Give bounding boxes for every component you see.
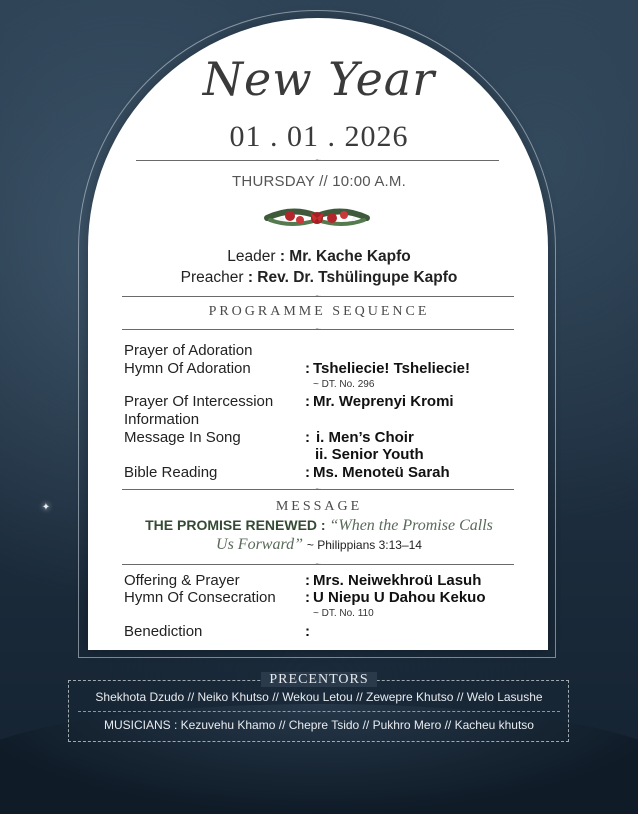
script-title: New Year (202, 52, 436, 106)
closing-item-value: Mrs. Neiwekhroü Lasuh (313, 572, 482, 589)
programme-item-label: Information (124, 411, 200, 428)
christmas-garland-icon (262, 198, 372, 238)
message-title: MESSAGE (275, 499, 363, 514)
precentors-title (0, 672, 638, 688)
programme-item-value: i. Men’s Choir (316, 429, 414, 446)
programme-item-colon: : (305, 393, 310, 410)
message-heading: THE PROMISE RENEWED : (145, 517, 326, 533)
message-line-1 (0, 517, 638, 535)
leader-line (0, 248, 638, 266)
programme-item-label: Hymn Of Adoration (124, 360, 251, 377)
programme-item-colon: : (305, 360, 310, 377)
tilde-ornament: ~ (315, 291, 321, 301)
closing-item-label: Benediction (124, 623, 203, 640)
message-quote-2: Us Forward” (216, 536, 303, 553)
event-date: 01 . 01 . 2026 (229, 120, 409, 153)
precentors-title-text: PRECENTORS (261, 672, 376, 687)
closing-item-colon: : (305, 623, 310, 640)
closing-item-colon: : (305, 572, 310, 589)
programme-item-value: Ms. Menoteü Sarah (313, 464, 450, 481)
star-icon: ✦ (41, 502, 51, 513)
message-line-2 (0, 536, 638, 554)
programme-item-label: Prayer Of Intercession (124, 393, 274, 410)
leader-name: : Mr. Kache Kapfo (279, 248, 411, 265)
message-quote-1: “When the Promise Calls (329, 517, 493, 534)
tilde-ornament: ~ (315, 484, 321, 494)
musicians-list: MUSICIANS : Kezuvehu Khamo // Chepre Tsido // Pukhro Mero // Kacheu khutso (104, 718, 534, 732)
closing-item-colon: : (305, 589, 310, 606)
programme-title: PROGRAMME SEQUENCE (208, 304, 430, 319)
programme-item-value: Tsheliecie! Tsheliecie! (313, 360, 471, 377)
day-time: THURSDAY // 10:00 A.M. (232, 173, 406, 190)
programme-item-colon: : (305, 464, 310, 481)
programme-item-label: Bible Reading (124, 464, 218, 481)
hymn-number: ~ DT. No. 296 (313, 379, 375, 390)
precentors-list: Shekhota Dzudo // Neiko Khutso // Wekou Letou // Zewepre Khutso // Welo Lasushe (95, 690, 543, 704)
programme-item-value: Mr. Weprenyi Kromi (313, 393, 454, 410)
tilde-ornament: ~ (315, 155, 321, 165)
footer-divider (78, 711, 560, 713)
arch-card (88, 18, 548, 650)
closing-item-label: Hymn Of Consecration (124, 589, 276, 606)
hymn-number: ~ DT. No. 110 (313, 608, 374, 619)
leader-label: Leader (227, 248, 276, 265)
tilde-ornament: ~ (315, 559, 321, 569)
programme-item-label: Message In Song (124, 429, 241, 446)
programme-item-label: Prayer of Adoration (124, 342, 253, 359)
closing-item-label: Offering & Prayer (124, 572, 240, 589)
preacher-line (0, 269, 638, 287)
message-reference: ~ Philippians 3:13–14 (306, 538, 422, 552)
programme-item-colon: : (305, 429, 310, 446)
preacher-name: : Rev. Dr. Tshülingupe Kapfo (247, 269, 458, 286)
preacher-label: Preacher (180, 269, 244, 286)
programme-item-value-2: ii. Senior Youth (315, 446, 424, 463)
tilde-ornament: ~ (315, 324, 321, 334)
closing-item-value: U Niepu U Dahou Kekuo (313, 589, 486, 606)
